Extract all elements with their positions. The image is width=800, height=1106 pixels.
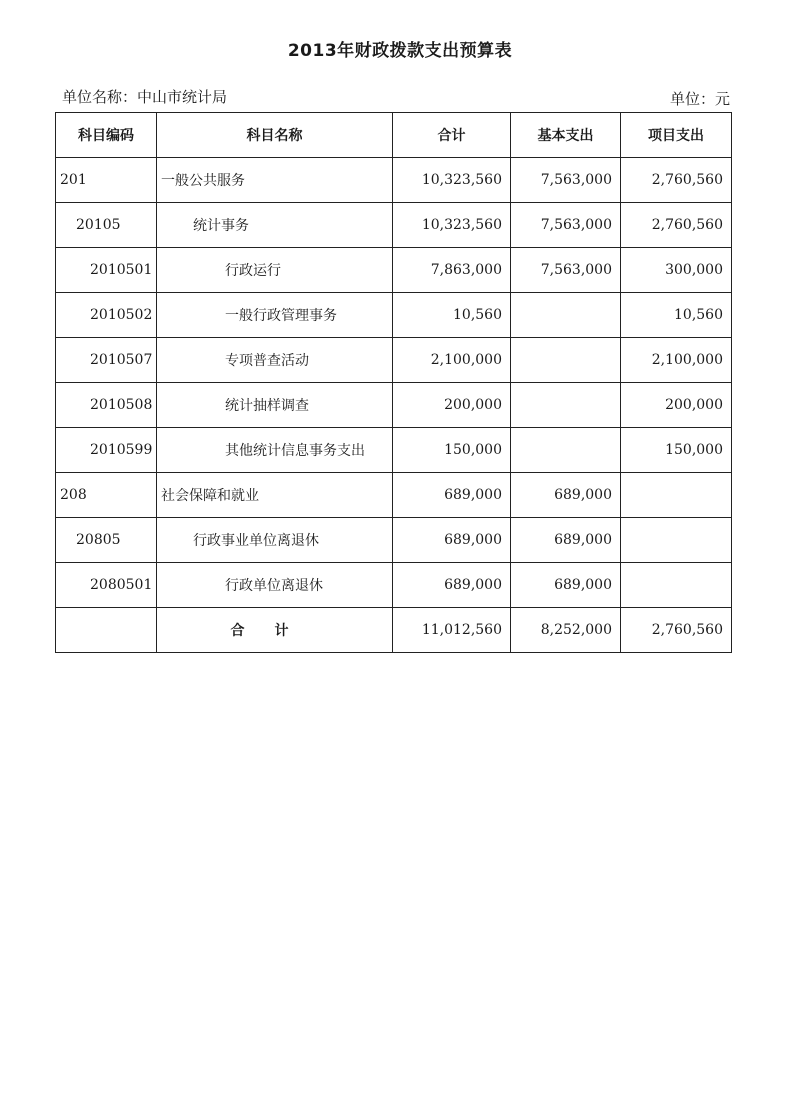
cell-code: 2010507 <box>56 338 157 383</box>
total-label: 合计 <box>157 608 393 653</box>
cell-basic <box>511 293 621 338</box>
page-title: 2013年财政拨款支出预算表 <box>287 41 513 61</box>
cell-total: 10,560 <box>393 293 511 338</box>
table-header-row <box>56 113 732 158</box>
table-total-row <box>56 608 732 653</box>
cell-total: 10,323,560 <box>393 158 511 203</box>
cell-project: 2,100,000 <box>621 338 732 383</box>
cell-name: 一般行政管理事务 <box>157 293 393 338</box>
cell-basic: 7,563,000 <box>511 158 621 203</box>
cell-code: 2010502 <box>56 293 157 338</box>
cell-name: 一般公共服务 <box>157 158 393 203</box>
cell-name: 社会保障和就业 <box>157 473 393 518</box>
cell-project: 150,000 <box>621 428 732 473</box>
cell-basic: 7,563,000 <box>511 203 621 248</box>
cell-basic: 689,000 <box>511 563 621 608</box>
table-row <box>56 203 732 248</box>
cell-code: 208 <box>56 473 157 518</box>
cell-project <box>621 563 732 608</box>
cell-total: 689,000 <box>393 473 511 518</box>
cell-total: 150,000 <box>393 428 511 473</box>
cell-grand-basic: 8,252,000 <box>511 608 621 653</box>
cell-code: 2010599 <box>56 428 157 473</box>
table-row <box>56 248 732 293</box>
table-row <box>56 563 732 608</box>
cell-basic: 689,000 <box>511 518 621 563</box>
table-row <box>56 428 732 473</box>
cell-code: 2080501 <box>56 563 157 608</box>
table-row <box>56 293 732 338</box>
cell-total: 2,100,000 <box>393 338 511 383</box>
cell-total: 10,323,560 <box>393 203 511 248</box>
cell-basic: 7,563,000 <box>511 248 621 293</box>
cell-total: 689,000 <box>393 518 511 563</box>
cell-total: 7,863,000 <box>393 248 511 293</box>
cell-project: 10,560 <box>621 293 732 338</box>
cell-name: 行政单位离退休 <box>157 563 393 608</box>
table-row <box>56 158 732 203</box>
cell-basic: 689,000 <box>511 473 621 518</box>
cell-code: 20805 <box>56 518 157 563</box>
header-name: 科目名称 <box>157 113 393 158</box>
cell-project: 2,760,560 <box>621 158 732 203</box>
cell-name: 行政运行 <box>157 248 393 293</box>
cell-grand-project: 2,760,560 <box>621 608 732 653</box>
cell-grand-total: 11,012,560 <box>393 608 511 653</box>
cell-basic <box>511 338 621 383</box>
table-row <box>56 473 732 518</box>
cell-code-empty <box>56 608 157 653</box>
cell-name: 其他统计信息事务支出 <box>157 428 393 473</box>
cell-project <box>621 473 732 518</box>
header-basic: 基本支出 <box>511 113 621 158</box>
cell-basic <box>511 383 621 428</box>
cell-code: 201 <box>56 158 157 203</box>
header-total: 合计 <box>393 113 511 158</box>
table-row <box>56 383 732 428</box>
unit-name-label: 单位名称：中山市统计局 <box>62 88 228 106</box>
cell-total: 200,000 <box>393 383 511 428</box>
cell-name: 统计抽样调查 <box>157 383 393 428</box>
cell-total: 689,000 <box>393 563 511 608</box>
cell-code: 20105 <box>56 203 157 248</box>
table-row <box>56 338 732 383</box>
currency-unit-label: 单位：元 <box>669 90 730 108</box>
cell-name: 行政事业单位离退休 <box>157 518 393 563</box>
cell-project <box>621 518 732 563</box>
cell-code: 2010501 <box>56 248 157 293</box>
table-row <box>56 518 732 563</box>
cell-project: 300,000 <box>621 248 732 293</box>
budget-table <box>55 112 732 653</box>
cell-basic <box>511 428 621 473</box>
header-project: 项目支出 <box>621 113 732 158</box>
cell-project: 200,000 <box>621 383 732 428</box>
cell-name: 统计事务 <box>157 203 393 248</box>
cell-project: 2,760,560 <box>621 203 732 248</box>
header-code: 科目编码 <box>56 113 157 158</box>
cell-code: 2010508 <box>56 383 157 428</box>
cell-name: 专项普查活动 <box>157 338 393 383</box>
